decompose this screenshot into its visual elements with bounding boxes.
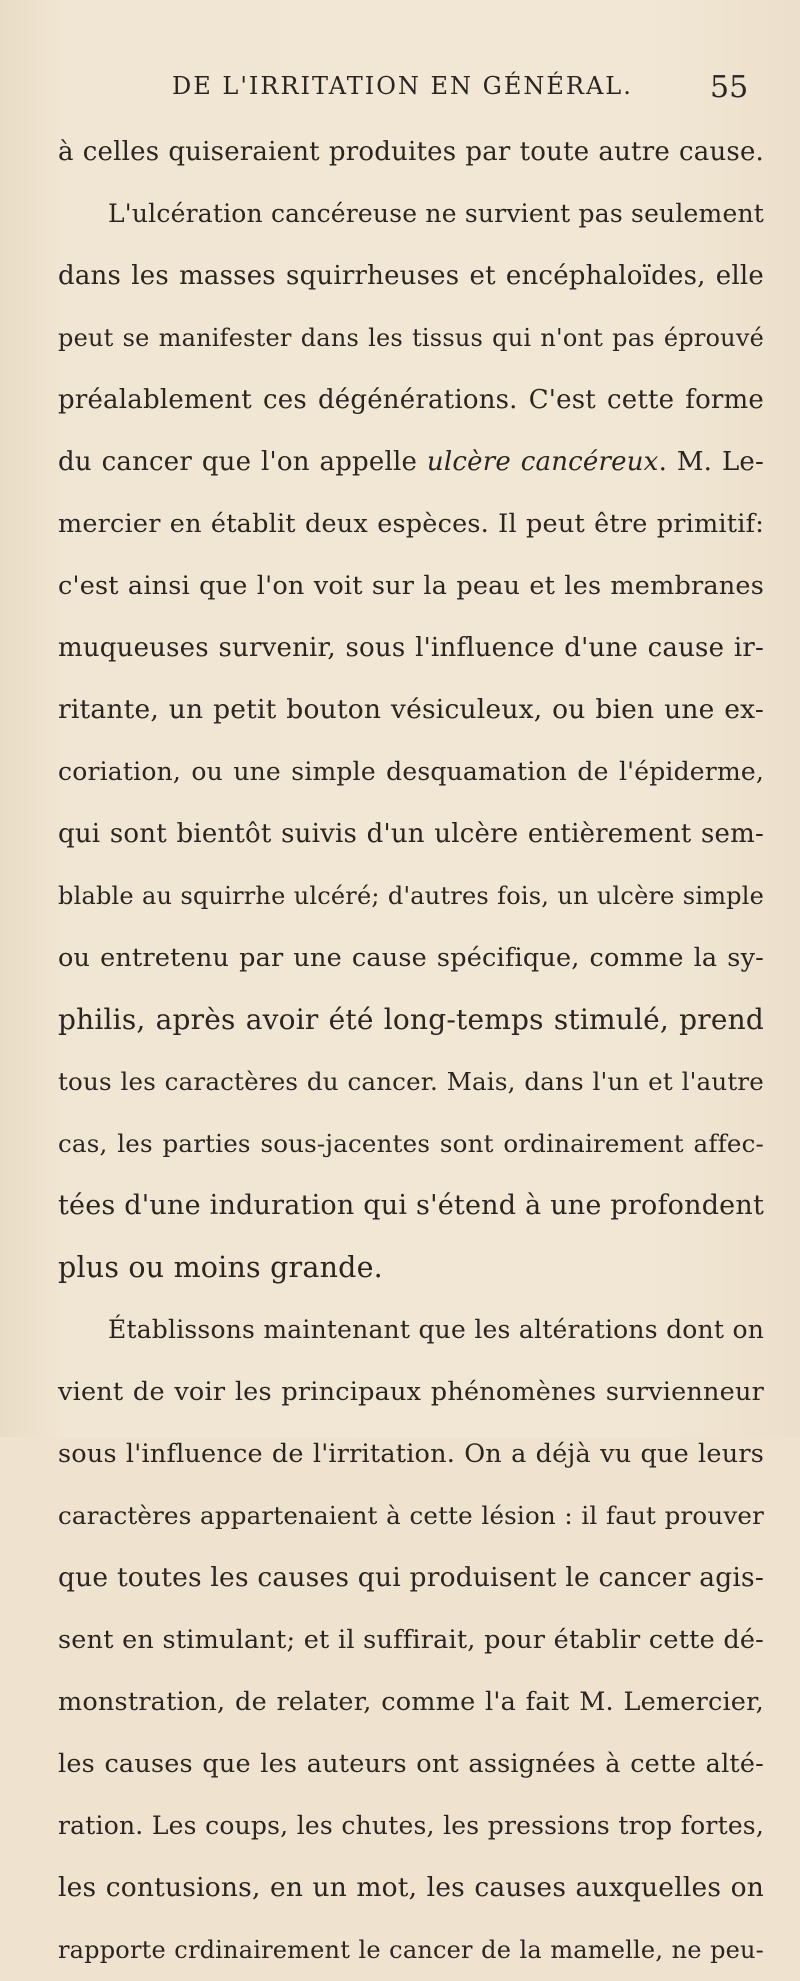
running-head-title: DE L'IRRITATION EN GÉNÉRAL. (172, 72, 633, 100)
text-line: c'est ainsi que l'on voit sur la peau et les membranes (58, 571, 764, 601)
running-head (0, 72, 800, 112)
text-line: sous l'influence de l'irritation. On a déjà vu que leurs (58, 1439, 764, 1469)
text-line: les causes que les auteurs ont assignées à cette alté- (58, 1749, 764, 1779)
text-line: monstration, de relater, comme l'a fait M. Lemercier, (58, 1687, 764, 1717)
text-line: mercier en établit deux espèces. Il peut être primitif: (58, 509, 764, 539)
page-number: 55 (710, 70, 749, 105)
text-line: peut se manifester dans les tissus qui n'ont pas éprouvé (58, 324, 764, 352)
text-line: muqueuses survenir, sous l'influence d'une cause ir- (58, 633, 764, 663)
text-line: ration. Les coups, les chutes, les pressions trop fortes, (58, 1811, 764, 1840)
text-line: ou entretenu par une cause spécifique, comme la sy- (58, 943, 764, 973)
body-text (58, 121, 764, 1981)
text-line: tées d'une induration qui s'étend à une profondent (58, 1190, 764, 1221)
text-line: rapporte crdinairement le cancer de la mamelle, ne peu- (58, 1936, 764, 1964)
text-line: philis, après avoir été long-temps stimulé, prend (58, 1003, 764, 1036)
text-line: tous les caractères du cancer. Mais, dans l'un et l'autre (58, 1067, 764, 1096)
text-line: L'ulcération cancéreuse ne survient pas seulement (108, 199, 764, 228)
text-span: du cancer que l'on appelle (58, 447, 427, 477)
text-line: ritante, un petit bouton vésiculeux, ou bien une ex- (58, 694, 764, 725)
italic-term: ulcère cancéreux (426, 447, 659, 477)
text-line: les contusions, en un mot, les causes auxquelles on (58, 1872, 764, 1903)
text-line: coriation, ou une simple desquamation de l'épiderme, (58, 757, 764, 786)
text-line: sent en stimulant; et il suffirait, pour établir cette dé- (58, 1625, 764, 1655)
text-line: dans les masses squirrheuses et encéphaloïdes, elle (58, 261, 764, 291)
text-line: Établissons maintenant que les altérations dont on (108, 1315, 764, 1344)
text-line: caractères appartenaient à cette lésion : il faut prouver (58, 1501, 764, 1530)
text-line (58, 431, 764, 493)
text-line: vient de voir les principaux phénomènes survienneur (58, 1377, 764, 1407)
text-line: plus ou moins grande. (58, 1251, 383, 1284)
text-line: qui sont bientôt suivis d'un ulcère entièrement sem- (58, 819, 764, 849)
text-line: cas, les parties sous-jacentes sont ordinairement affec- (58, 1129, 764, 1158)
text-line: blable au squirrhe ulcéré; d'autres fois, un ulcère simple (58, 882, 764, 910)
text-line: que toutes les causes qui produisent le cancer agis- (58, 1562, 764, 1593)
text-line: à celles quiseraient produites par toute autre cause. (58, 137, 764, 167)
text-span: . M. Le- (658, 447, 764, 477)
text-line: préalablement ces dégénérations. C'est cette forme (58, 385, 764, 415)
